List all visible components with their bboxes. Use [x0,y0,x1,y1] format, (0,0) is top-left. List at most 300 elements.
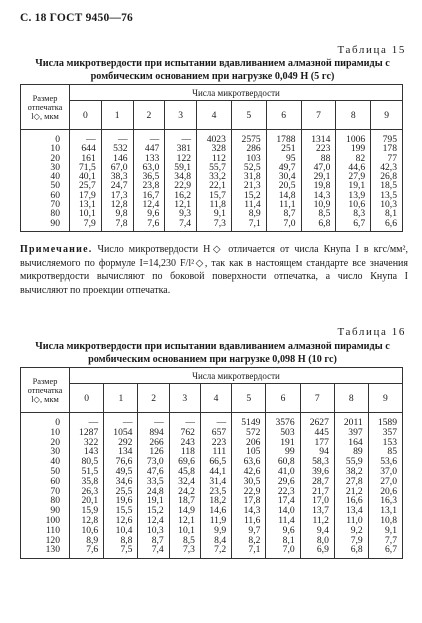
hardness-value-cell: 7,9 [70,219,102,232]
hardness-value-cell: 71,5 [70,163,102,172]
hardness-value-cell: 12,4 [133,200,165,209]
hardness-value-cell: 31,4 [200,477,231,487]
hardness-value-cell: 42,3 [371,163,403,172]
hardness-value-cell: 6,8 [334,545,368,558]
row-size-cell: 90 [21,219,70,232]
hardness-value-cell: 7,5 [104,545,138,558]
hardness-value-cell: 10,9 [301,200,336,209]
hardness-value-cell: 7,1 [231,219,266,232]
hardness-value-cell: 38,3 [101,172,133,181]
hardness-value-cell: 4023 [197,130,232,145]
hardness-value-cell: 16,2 [165,191,197,200]
hardness-value-cell: 14,8 [266,191,301,200]
table-16 [20,367,403,559]
hardness-value-cell: 7,7 [368,536,402,546]
hardness-value-cell: 381 [165,144,197,153]
hardness-value-cell: 9,9 [200,526,231,536]
hardness-value-cell: 397 [334,428,368,438]
hardness-value-cell: — [169,413,200,428]
hardness-value-cell: 14,0 [266,506,300,516]
hardness-value-cell: 357 [368,428,402,438]
row-size-cell: 20 [21,154,70,163]
row-size-cell: 10 [21,144,70,153]
hardness-value-cell: 17,8 [232,496,266,506]
hardness-value-cell: 10,1 [70,209,102,218]
hardness-value-cell: 447 [133,144,165,153]
hardness-value-cell: 76,6 [104,457,138,467]
row-size-cell: 30 [21,163,70,172]
column-header-6: 6 [266,101,301,130]
hardness-value-cell: 8,0 [300,536,334,546]
hardness-value-cell: 7,4 [138,545,169,558]
hardness-value-cell: 11,1 [266,200,301,209]
hardness-value-cell: 17,3 [101,191,133,200]
column-header-0: 0 [70,384,104,413]
hardness-value-cell: 9,4 [300,526,334,536]
hardness-value-cell: 66,5 [200,457,231,467]
hardness-value-cell: 7,8 [101,219,133,232]
hardness-value-cell: 19,6 [104,496,138,506]
hardness-value-cell: 8,3 [336,209,371,218]
hardness-group-header: Числа микротвердости [70,85,403,101]
hardness-value-cell: 9,8 [101,209,133,218]
hardness-value-cell: 13,7 [300,506,334,516]
hardness-value-cell: — [200,413,231,428]
hardness-value-cell: 16,7 [133,191,165,200]
hardness-value-cell: 28,7 [300,477,334,487]
hardness-value-cell: 9,3 [165,209,197,218]
hardness-value-cell: 10,4 [104,526,138,536]
hardness-value-cell: 10,3 [371,200,403,209]
column-header-3: 3 [169,384,200,413]
hardness-value-cell: 103 [231,154,266,163]
hardness-value-cell: 20,6 [368,487,402,497]
hardness-value-cell: 12,6 [104,516,138,526]
hardness-value-cell: 37,0 [368,467,402,477]
hardness-value-cell: 33,5 [138,477,169,487]
hardness-value-cell: 15,2 [138,506,169,516]
hardness-value-cell: — [138,413,169,428]
hardness-value-cell: 20,5 [266,181,301,190]
hardness-value-cell: 9,6 [266,526,300,536]
hardness-value-cell: 503 [266,428,300,438]
hardness-value-cell: 2011 [334,413,368,428]
hardness-value-cell: 38,2 [334,467,368,477]
row-size-cell: 130 [21,545,70,558]
hardness-value-cell: 85 [368,447,402,457]
column-header-1: 1 [101,101,133,130]
hardness-value-cell: 44,1 [200,467,231,477]
row-size-cell: 0 [21,130,70,145]
size-column-header: Размер отпечатка l◇, мкм [21,85,70,130]
hardness-value-cell: 13,4 [334,506,368,516]
hardness-value-cell: 25,5 [104,487,138,497]
column-header-8: 8 [336,101,371,130]
hardness-value-cell: 13,9 [336,191,371,200]
hardness-value-cell: 22,9 [232,487,266,497]
hardness-value-cell: 11,0 [334,516,368,526]
hardness-value-cell: 21,7 [300,487,334,497]
hardness-value-cell: 10,6 [70,526,104,536]
hardness-value-cell: 23,5 [200,487,231,497]
hardness-value-cell: 17,4 [266,496,300,506]
hardness-value-cell: 7,0 [266,545,300,558]
hardness-value-cell: 644 [70,144,102,153]
hardness-value-cell: 223 [301,144,336,153]
table-15-label: Таблица 15 [337,44,406,56]
column-header-7: 7 [301,101,336,130]
hardness-value-cell: 73,0 [138,457,169,467]
hardness-value-cell: 15,9 [70,506,104,516]
hardness-value-cell: 146 [101,154,133,163]
hardness-value-cell: 7,3 [169,545,200,558]
hardness-value-cell: 8,9 [70,536,104,546]
table-row [21,209,403,218]
hardness-value-cell: 31,8 [231,172,266,181]
hardness-value-cell: 8,5 [169,536,200,546]
hardness-value-cell: 10,3 [138,526,169,536]
hardness-value-cell: 6,9 [300,545,334,558]
hardness-value-cell: 445 [300,428,334,438]
row-size-cell: 10 [21,428,70,438]
hardness-value-cell: 13,1 [70,200,102,209]
hardness-value-cell: 30,5 [232,477,266,487]
hardness-value-cell: 47,0 [301,163,336,172]
hardness-value-cell: 22,9 [165,181,197,190]
hardness-value-cell: 94 [300,447,334,457]
hardness-value-cell: 12,4 [138,516,169,526]
hardness-value-cell: 9,7 [232,526,266,536]
hardness-value-cell: 34,6 [104,477,138,487]
hardness-value-cell: 95 [266,154,301,163]
hardness-value-cell: 47,6 [138,467,169,477]
hardness-value-cell: 7,4 [165,219,197,232]
hardness-value-cell: 23,8 [133,181,165,190]
hardness-value-cell: 63,0 [133,163,165,172]
hardness-value-cell: 11,4 [231,200,266,209]
hardness-value-cell: 164 [334,438,368,448]
hardness-value-cell: 133 [133,154,165,163]
hardness-value-cell: 292 [104,438,138,448]
column-header-3: 3 [165,101,197,130]
hardness-value-cell: 122 [165,154,197,163]
row-size-cell: 80 [21,496,70,506]
hardness-value-cell: 6,6 [371,219,403,232]
table-row [21,130,403,145]
hardness-value-cell: 9,1 [368,526,402,536]
hardness-value-cell: 33,2 [197,172,232,181]
hardness-value-cell: 14,6 [200,506,231,516]
hardness-value-cell: 53,6 [368,457,402,467]
hardness-value-cell: 42,6 [232,467,266,477]
hardness-value-cell: 12,1 [165,200,197,209]
hardness-value-cell: 1006 [336,130,371,145]
column-header-7: 7 [300,384,334,413]
hardness-value-cell: 27,9 [336,172,371,181]
hardness-value-cell: 49,5 [104,467,138,477]
hardness-value-cell: 153 [368,438,402,448]
hardness-value-cell: 14,9 [169,506,200,516]
hardness-value-cell: 532 [101,144,133,153]
row-size-cell: 90 [21,506,70,516]
hardness-value-cell: 12,8 [101,200,133,209]
row-size-cell: 0 [21,413,70,428]
hardness-value-cell: 9,6 [133,209,165,218]
row-size-cell: 80 [21,209,70,218]
hardness-value-cell: 35,8 [70,477,104,487]
hardness-value-cell: 82 [336,154,371,163]
hardness-value-cell: 7,2 [200,545,231,558]
hardness-value-cell: 10,1 [169,526,200,536]
hardness-value-cell: 24,8 [138,487,169,497]
hardness-value-cell: 12,8 [70,516,104,526]
table-row [21,545,403,558]
row-size-cell: 20 [21,438,70,448]
hardness-value-cell: 251 [266,144,301,153]
hardness-value-cell: 24,7 [101,181,133,190]
hardness-value-cell: 1287 [70,428,104,438]
hardness-value-cell: 2627 [300,413,334,428]
hardness-value-cell: 2575 [231,130,266,145]
hardness-value-cell: 177 [300,438,334,448]
table-row [21,413,403,428]
hardness-value-cell: 24,2 [169,487,200,497]
table-row [21,526,403,536]
hardness-value-cell: — [133,130,165,145]
row-size-cell: 60 [21,191,70,200]
hardness-value-cell: 111 [200,447,231,457]
hardness-value-cell: 27,0 [368,477,402,487]
table-15 [20,84,403,232]
row-size-cell: 70 [21,487,70,497]
row-size-cell: 100 [21,516,70,526]
hardness-value-cell: 25,7 [70,181,102,190]
hardness-value-cell: 657 [200,428,231,438]
hardness-value-cell: 161 [70,154,102,163]
hardness-value-cell: 12,1 [169,516,200,526]
column-header-2: 2 [133,101,165,130]
column-header-5: 5 [232,384,266,413]
hardness-value-cell: 7,9 [334,536,368,546]
hardness-value-cell: — [70,413,104,428]
row-size-cell: 110 [21,526,70,536]
hardness-value-cell: 7,0 [266,219,301,232]
table-note [20,243,408,297]
row-size-cell: 50 [21,467,70,477]
table-row [21,200,403,209]
hardness-value-cell: 143 [70,447,104,457]
hardness-value-cell: 17,9 [70,191,102,200]
row-size-cell: 40 [21,457,70,467]
hardness-value-cell: 49,7 [266,163,301,172]
hardness-value-cell: 26,3 [70,487,104,497]
hardness-value-cell: 118 [169,447,200,457]
note-text: Число микротвердости H◇ отличается от числа Кнупа I в кгс/мм², вычисляемого по формуле I=14,230 F/l²◇, так как в настоящем стандарте все значения микротвердости вычисляют по боковой поверхности отпечатка, а число Кнупа I вычисляют по проекции отпечатка. [20,244,408,296]
hardness-value-cell: 30,4 [266,172,301,181]
hardness-value-cell: 112 [197,154,232,163]
column-header-1: 1 [104,384,138,413]
hardness-value-cell: — [101,130,133,145]
note-lead: Примечание. [20,244,93,255]
hardness-value-cell: 7,6 [70,545,104,558]
row-size-cell: 50 [21,181,70,190]
hardness-value-cell: 21,3 [231,181,266,190]
hardness-group-header: Числа микротвердости [70,368,403,384]
hardness-value-cell: 1054 [104,428,138,438]
hardness-value-cell: 328 [197,144,232,153]
hardness-value-cell: 99 [266,447,300,457]
hardness-value-cell: 44,6 [336,163,371,172]
hardness-value-cell: 52,5 [231,163,266,172]
hardness-value-cell: 8,9 [231,209,266,218]
hardness-value-cell: 10,8 [368,516,402,526]
running-head: С. 18 ГОСТ 9450—76 [20,12,133,24]
hardness-value-cell: 22,3 [266,487,300,497]
hardness-value-cell: 9,2 [334,526,368,536]
hardness-value-cell: 14,3 [232,506,266,516]
hardness-value-cell: 11,2 [300,516,334,526]
column-header-4: 4 [197,101,232,130]
hardness-value-cell: 55,7 [197,163,232,172]
hardness-value-cell: 199 [336,144,371,153]
column-header-0: 0 [70,101,102,130]
hardness-value-cell: 191 [266,438,300,448]
hardness-value-cell: 13,1 [368,506,402,516]
hardness-value-cell: 11,8 [197,200,232,209]
table-16-caption: Числа микротвердости при испытании вдавливанием алмазной пирамиды с ромбическим основанием при нагрузке 0,098 Н (10 гс) [35,341,390,365]
hardness-value-cell: 88 [301,154,336,163]
hardness-value-cell: 223 [200,438,231,448]
hardness-value-cell: 19,1 [138,496,169,506]
hardness-value-cell: 243 [169,438,200,448]
hardness-value-cell: 18,7 [169,496,200,506]
hardness-value-cell: 16,3 [368,496,402,506]
hardness-value-cell: 8,7 [138,536,169,546]
hardness-value-cell: 206 [232,438,266,448]
size-column-header: Размер отпечатка l◇, мкм [21,368,70,413]
hardness-value-cell: 7,1 [232,545,266,558]
column-header-5: 5 [231,101,266,130]
hardness-value-cell: 8,8 [104,536,138,546]
hardness-value-cell: 9,1 [197,209,232,218]
column-header-2: 2 [138,384,169,413]
hardness-value-cell: 10,6 [336,200,371,209]
table-row [21,516,403,526]
hardness-value-cell: 8,1 [371,209,403,218]
hardness-value-cell: 6,8 [301,219,336,232]
hardness-value-cell: 286 [231,144,266,153]
hardness-value-cell: 8,1 [266,536,300,546]
hardness-value-cell: 55,9 [334,457,368,467]
hardness-value-cell: 1788 [266,130,301,145]
column-header-4: 4 [200,384,231,413]
hardness-value-cell: 572 [232,428,266,438]
hardness-value-cell: 8,2 [232,536,266,546]
hardness-value-cell: 26,8 [371,172,403,181]
hardness-value-cell: 134 [104,447,138,457]
hardness-value-cell: 51,5 [70,467,104,477]
hardness-value-cell: 795 [371,130,403,145]
hardness-value-cell: 18,2 [200,496,231,506]
column-header-9: 9 [368,384,402,413]
hardness-value-cell: — [70,130,102,145]
table-row [21,536,403,546]
row-size-cell: 120 [21,536,70,546]
row-size-cell: 40 [21,172,70,181]
table-row [21,219,403,232]
hardness-value-cell: 6,7 [368,545,402,558]
column-header-9: 9 [371,101,403,130]
hardness-value-cell: 178 [371,144,403,153]
hardness-value-cell: 894 [138,428,169,438]
hardness-value-cell: 15,5 [104,506,138,516]
hardness-value-cell: 60,8 [266,457,300,467]
hardness-value-cell: 18,5 [371,181,403,190]
hardness-value-cell: 105 [232,447,266,457]
hardness-value-cell: 39,6 [300,467,334,477]
hardness-value-cell: 5149 [232,413,266,428]
hardness-value-cell: 41,0 [266,467,300,477]
hardness-value-cell: 8,5 [301,209,336,218]
hardness-value-cell: 89 [334,447,368,457]
hardness-value-cell: 7,6 [133,219,165,232]
hardness-value-cell: 11,6 [232,516,266,526]
hardness-value-cell: 69,6 [169,457,200,467]
hardness-value-cell: 15,7 [197,191,232,200]
hardness-value-cell: 126 [138,447,169,457]
hardness-value-cell: 20,1 [70,496,104,506]
hardness-value-cell: 45,8 [169,467,200,477]
hardness-value-cell: 266 [138,438,169,448]
hardness-value-cell: 19,1 [336,181,371,190]
hardness-value-cell: 8,4 [200,536,231,546]
hardness-value-cell: 8,7 [266,209,301,218]
hardness-value-cell: 29,1 [301,172,336,181]
hardness-value-cell: 29,6 [266,477,300,487]
hardness-value-cell: 34,8 [165,172,197,181]
row-size-cell: 60 [21,477,70,487]
hardness-value-cell: 21,2 [334,487,368,497]
table-15-caption: Числа микротвердости при испытании вдавливанием алмазной пирамиды с ромбическим основанием при нагрузке 0,049 Н (5 гс) [35,58,390,82]
hardness-value-cell: 762 [169,428,200,438]
column-header-8: 8 [334,384,368,413]
hardness-value-cell: 67,0 [101,163,133,172]
hardness-value-cell: 16,6 [334,496,368,506]
hardness-value-cell: 63,6 [232,457,266,467]
hardness-value-cell: 14,3 [301,191,336,200]
hardness-value-cell: 15,2 [231,191,266,200]
column-header-6: 6 [266,384,300,413]
hardness-value-cell: 32,4 [169,477,200,487]
hardness-value-cell: 17,0 [300,496,334,506]
hardness-value-cell: 13,5 [371,191,403,200]
hardness-value-cell: 80,5 [70,457,104,467]
hardness-value-cell: 27,8 [334,477,368,487]
hardness-value-cell: 22,1 [197,181,232,190]
hardness-value-cell: — [104,413,138,428]
hardness-value-cell: — [165,130,197,145]
hardness-value-cell: 6,7 [336,219,371,232]
hardness-value-cell: 1314 [301,130,336,145]
row-size-cell: 30 [21,447,70,457]
row-size-cell: 70 [21,200,70,209]
hardness-value-cell: 58,3 [300,457,334,467]
hardness-value-cell: 11,4 [266,516,300,526]
hardness-value-cell: 77 [371,154,403,163]
hardness-value-cell: 1589 [368,413,402,428]
hardness-value-cell: 19,8 [301,181,336,190]
hardness-value-cell: 7,3 [197,219,232,232]
